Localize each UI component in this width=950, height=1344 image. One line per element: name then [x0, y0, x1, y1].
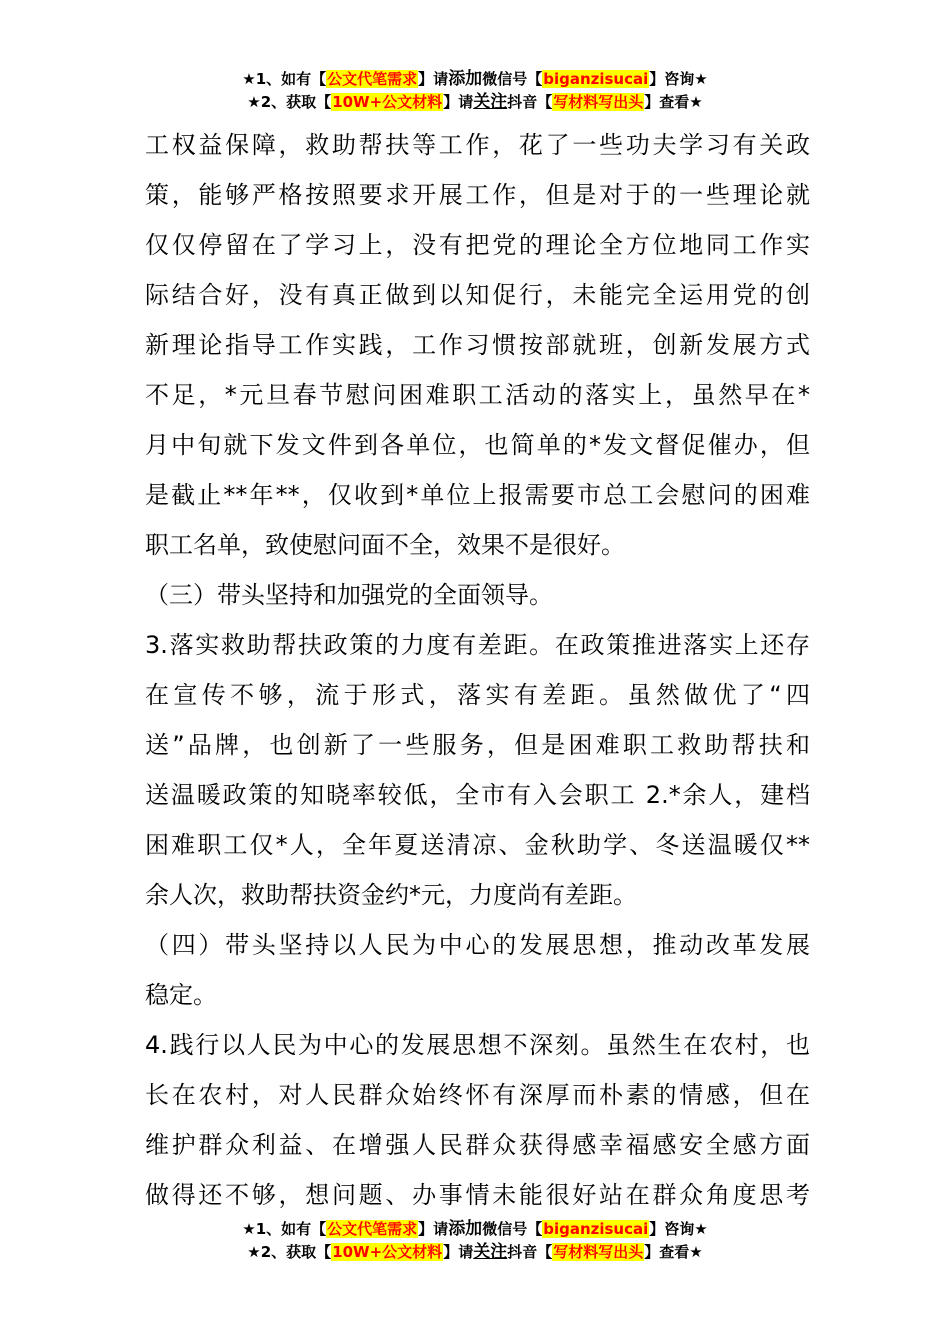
body-line: 际结合好，没有真正做到以知促行，未能完全运用党的创 [145, 281, 810, 309]
banner-text: ★1、如有【 [242, 70, 327, 88]
banner-text: ★2、获取【 [247, 93, 332, 111]
body-line: 4.践行以人民为中心的发展思想不深刻。虽然生在农村，也 [145, 1031, 810, 1059]
banner-text: 微信号【 [482, 1220, 543, 1238]
banner-emphasis: 关注 [473, 1242, 508, 1262]
banner-highlight: 公文代笔需求 [327, 70, 418, 88]
banner-text: ★1、如有【 [242, 1220, 327, 1238]
section-heading: （四）带头坚持以人民为中心的发展思想，推动改革发展 [145, 931, 810, 959]
section-heading: （三）带头坚持和加强党的全面领导。 [145, 581, 553, 609]
banner-text: 抖音【 [507, 93, 553, 111]
body-line: 维护群众利益、在增强人民群众获得感幸福感安全感方面 [145, 1131, 810, 1159]
banner-line-1 [0, 68, 950, 91]
body-line: 送”品牌，也创新了一些服务，但是困难职工救助帮扶和 [145, 731, 810, 759]
banner-text: 】咨询★ [649, 1220, 708, 1238]
body-line: 余人次，救助帮扶资金约*元，力度尚有差距。 [145, 881, 637, 909]
banner-text: 微信号【 [482, 70, 543, 88]
banner-line-1 [0, 1218, 950, 1241]
body-line: 月中旬就下发文件到各单位，也简单的*发文督促催办，但 [145, 431, 810, 459]
footer-banner [0, 1218, 950, 1264]
body-line: 是截止**年**，仅收到*单位上报需要市总工会慰问的困难 [145, 481, 810, 509]
header-banner [0, 68, 950, 114]
body-line: 长在农村，对人民群众始终怀有深厚而朴素的情感，但在 [145, 1081, 810, 1109]
banner-emphasis: 添加 [448, 69, 483, 89]
section-heading-cont: 稳定。 [145, 981, 217, 1009]
banner-text: 】查看★ [644, 1243, 703, 1261]
body-line: 策，能够严格按照要求开展工作，但是对于的一些理论就 [145, 181, 810, 209]
body-line: 在宣传不够，流于形式，落实有差距。虽然做优了“四 [145, 681, 810, 709]
banner-highlight: 10W+公文材料 [332, 1243, 443, 1261]
body-line: 职工名单，致使慰问面不全，效果不是很好。 [145, 531, 625, 559]
banner-text: 】咨询★ [649, 70, 708, 88]
banner-text: 】请 [418, 70, 449, 88]
banner-highlight: 公文代笔需求 [327, 1220, 418, 1238]
banner-highlight-douyin: 写材料写出头 [553, 1243, 644, 1261]
body-line: 做得还不够，想问题、办事情未能很好站在群众角度思考 [145, 1181, 810, 1209]
banner-highlight: 10W+公文材料 [332, 93, 443, 111]
banner-text: 】请 [418, 1220, 449, 1238]
banner-emphasis: 关注 [473, 92, 508, 112]
body-line: 困难职工仅*人，全年夏送清凉、金秋助学、冬送温暖仅** [145, 831, 810, 859]
banner-line-2 [0, 1241, 950, 1264]
banner-highlight-wechat: biganzisucai [543, 1220, 649, 1238]
banner-emphasis: 添加 [448, 1219, 483, 1239]
banner-text: 】请 [443, 1243, 474, 1261]
body-line: 工权益保障，救助帮扶等工作，花了一些功夫学习有关政 [145, 131, 810, 159]
banner-text: 】查看★ [644, 93, 703, 111]
body-line: 3.落实救助帮扶政策的力度有差距。在政策推进落实上还存 [145, 631, 810, 659]
banner-text: 】请 [443, 93, 474, 111]
banner-text: 抖音【 [507, 1243, 553, 1261]
body-line: 送温暖政策的知晓率较低，全市有入会职工 2.*余人，建档 [145, 781, 810, 809]
body-line: 新理论指导工作实践，工作习惯按部就班，创新发展方式 [145, 331, 810, 359]
banner-text: ★2、获取【 [247, 1243, 332, 1261]
body-line: 不足，*元旦春节慰问困难职工活动的落实上，虽然早在* [145, 381, 810, 409]
document-body [145, 120, 810, 1220]
banner-highlight-wechat: biganzisucai [543, 70, 649, 88]
body-line: 仅仅停留在了学习上，没有把党的理论全方位地同工作实 [145, 231, 810, 259]
banner-line-2 [0, 91, 950, 114]
banner-highlight-douyin: 写材料写出头 [553, 93, 644, 111]
